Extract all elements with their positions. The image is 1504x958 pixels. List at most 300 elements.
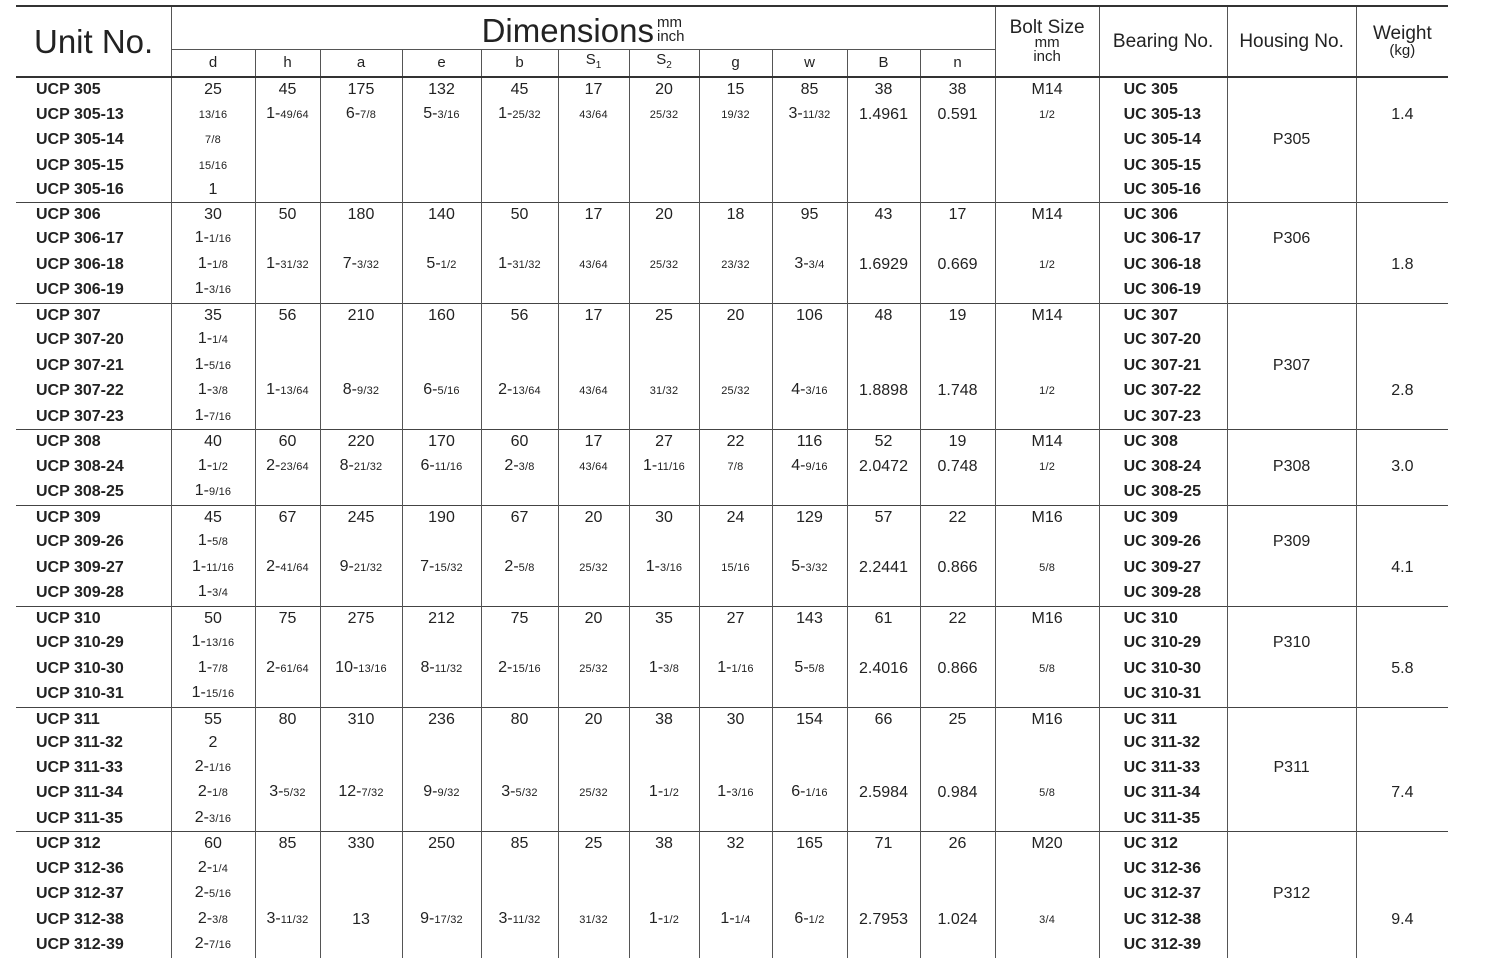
dimensions-unit-mm: mm xyxy=(656,14,682,31)
dim-s2-cell: 25/32 xyxy=(629,252,699,278)
dim-s1-cell xyxy=(558,127,629,153)
bearing-no-cell: UC 307-22 xyxy=(1099,378,1227,404)
dim-d-cell: 1-13/16 xyxy=(171,630,255,656)
dim-h-cell: 75 xyxy=(255,606,320,630)
table-row xyxy=(16,102,1448,128)
dim-w-cell xyxy=(772,226,847,252)
dim-s2-cell xyxy=(629,881,699,907)
dim-g-cell xyxy=(699,353,772,379)
weight-cell xyxy=(1356,707,1448,731)
dim-b-cell xyxy=(481,755,558,781)
dim-g-cell xyxy=(699,630,772,656)
dim-w-cell: 4-9/16 xyxy=(772,454,847,480)
subheader-w: w xyxy=(772,50,847,78)
weight-cell xyxy=(1356,430,1448,454)
bolt-size-cell: M16 xyxy=(995,707,1099,731)
subheader-h: h xyxy=(255,50,320,78)
unit-no-cell: UCP 312-36 xyxy=(36,859,124,877)
dim-d-cell: 1-15/16 xyxy=(171,681,255,707)
dim-e-cell: 170 xyxy=(402,430,481,454)
dim-a-cell xyxy=(320,932,402,958)
dim-g-cell xyxy=(699,153,772,179)
dim-b-upper-cell xyxy=(847,755,920,781)
bolt-size-cell: 5/8 xyxy=(995,780,1099,806)
dim-b-cell xyxy=(481,731,558,755)
dim-a-cell xyxy=(320,226,402,252)
dim-a-cell: 245 xyxy=(320,505,402,529)
table-row xyxy=(16,226,1448,252)
dim-s2-cell: 25 xyxy=(629,303,699,327)
dim-w-cell xyxy=(772,580,847,606)
bolt-size-title: Bolt Size xyxy=(1009,16,1085,38)
dim-h-cell xyxy=(255,856,320,882)
dim-d-cell: 2 xyxy=(171,731,255,755)
table-row xyxy=(16,606,1448,630)
housing-no-cell: P305 xyxy=(1227,127,1356,153)
dim-d-cell: 1-5/16 xyxy=(171,353,255,379)
bearing-no-cell: UC 305-15 xyxy=(1099,153,1227,179)
table-row xyxy=(16,580,1448,606)
dim-w-cell xyxy=(772,755,847,781)
dim-e-cell xyxy=(402,226,481,252)
bolt-size-cell: M16 xyxy=(995,606,1099,630)
dim-g-cell xyxy=(699,932,772,958)
unit-no-cell: UCP 305-16 xyxy=(36,181,124,198)
table-row xyxy=(16,178,1448,202)
weight-cell xyxy=(1356,881,1448,907)
bearing-no-cell: UC 305-13 xyxy=(1099,102,1227,128)
dim-h-cell: 45 xyxy=(255,77,320,102)
unit-no-cell: UCP 307-22 xyxy=(36,382,124,399)
unit-no-cell: UCP 306-17 xyxy=(36,230,124,247)
unit-no-cell: UCP 305-13 xyxy=(36,105,124,123)
weight-header xyxy=(1356,6,1448,77)
housing-no-cell xyxy=(1227,731,1356,755)
weight-cell xyxy=(1356,178,1448,202)
dim-d-cell: 60 xyxy=(171,832,255,856)
dim-b-cell xyxy=(481,806,558,832)
unit-no-cell: UCP 311-32 xyxy=(36,734,123,751)
dim-e-cell xyxy=(402,856,481,882)
dim-s2-cell xyxy=(629,932,699,958)
dim-n-cell xyxy=(920,806,995,832)
unit-no-cell: UCP 312-38 xyxy=(36,910,124,928)
table-row xyxy=(16,881,1448,907)
dim-g-cell: 24 xyxy=(699,505,772,529)
dim-e-cell: 190 xyxy=(402,505,481,529)
dim-b-cell xyxy=(481,932,558,958)
dim-g-cell: 25/32 xyxy=(699,378,772,404)
table-row xyxy=(16,707,1448,731)
dim-e-cell: 6-11/16 xyxy=(402,454,481,480)
bolt-size-cell: M14 xyxy=(995,77,1099,102)
weight-cell: 9.4 xyxy=(1356,907,1448,933)
dim-s1-cell: 43/64 xyxy=(558,378,629,404)
dim-b-cell xyxy=(481,404,558,430)
dim-n-cell: 1.748 xyxy=(920,378,995,404)
bearing-no-cell: UC 311-32 xyxy=(1099,731,1227,755)
dim-g-cell xyxy=(699,580,772,606)
dim-n-cell: 38 xyxy=(920,77,995,102)
dim-n-cell xyxy=(920,932,995,958)
weight-cell xyxy=(1356,226,1448,252)
dim-b-cell xyxy=(481,881,558,907)
bearing-no-header: Bearing No. xyxy=(1099,6,1227,77)
dim-s1-cell xyxy=(558,327,629,353)
dim-s1-cell xyxy=(558,404,629,430)
dim-h-cell xyxy=(255,127,320,153)
dim-b-cell: 2-5/8 xyxy=(481,555,558,581)
bolt-size-cell xyxy=(995,731,1099,755)
subheader-n: n xyxy=(920,50,995,78)
table-row xyxy=(16,656,1448,682)
unit-no-cell: UCP 312-37 xyxy=(36,885,124,902)
dim-s2-cell xyxy=(629,479,699,505)
dim-b-cell xyxy=(481,630,558,656)
dim-b-upper-cell xyxy=(847,630,920,656)
dim-n-cell xyxy=(920,178,995,202)
dim-n-cell xyxy=(920,630,995,656)
dim-b-cell: 85 xyxy=(481,832,558,856)
dim-e-cell xyxy=(402,580,481,606)
weight-cell xyxy=(1356,404,1448,430)
dim-g-cell xyxy=(699,755,772,781)
dim-s2-cell xyxy=(629,755,699,781)
bearing-no-cell: UC 311 xyxy=(1099,707,1227,731)
dim-g-cell: 1-1/16 xyxy=(699,656,772,682)
housing-no-cell xyxy=(1227,77,1356,102)
dim-w-cell xyxy=(772,932,847,958)
dim-e-cell xyxy=(402,404,481,430)
dim-s2-cell xyxy=(629,806,699,832)
bearing-no-cell: UC 306-17 xyxy=(1099,226,1227,252)
dim-w-cell: 165 xyxy=(772,832,847,856)
dim-b-upper-cell: 57 xyxy=(847,505,920,529)
dim-h-cell: 1-13/64 xyxy=(255,378,320,404)
dim-d-cell: 1 xyxy=(171,178,255,202)
dim-d-cell: 30 xyxy=(171,202,255,226)
dim-g-cell xyxy=(699,404,772,430)
weight-cell xyxy=(1356,153,1448,179)
table-row xyxy=(16,277,1448,303)
bearing-no-cell: UC 309-28 xyxy=(1099,580,1227,606)
dim-g-cell: 30 xyxy=(699,707,772,731)
dim-h-cell xyxy=(255,630,320,656)
dim-s2-cell xyxy=(629,327,699,353)
bolt-size-cell xyxy=(995,127,1099,153)
dim-n-cell xyxy=(920,153,995,179)
bearing-no-cell: UC 312-36 xyxy=(1099,856,1227,882)
bearing-no-cell: UC 305-16 xyxy=(1099,178,1227,202)
dim-h-cell xyxy=(255,881,320,907)
dim-b-upper-cell: 1.6929 xyxy=(847,252,920,278)
dim-s2-cell: 38 xyxy=(629,832,699,856)
dim-n-cell: 0.591 xyxy=(920,102,995,128)
dim-s2-cell xyxy=(629,127,699,153)
housing-no-cell xyxy=(1227,102,1356,128)
dim-g-cell: 22 xyxy=(699,430,772,454)
bolt-size-cell xyxy=(995,932,1099,958)
dim-s2-cell: 20 xyxy=(629,202,699,226)
dim-s2-cell: 20 xyxy=(629,77,699,102)
dim-s1-cell xyxy=(558,681,629,707)
dim-d-cell: 1-3/16 xyxy=(171,277,255,303)
dim-h-cell: 60 xyxy=(255,430,320,454)
unit-no-cell: UCP 311-35 xyxy=(36,809,123,827)
dim-b-cell: 60 xyxy=(481,430,558,454)
dim-w-cell xyxy=(772,353,847,379)
dim-e-cell xyxy=(402,881,481,907)
table-row xyxy=(16,404,1448,430)
dim-e-cell xyxy=(402,353,481,379)
dim-a-cell: 8-21/32 xyxy=(320,454,402,480)
bolt-size-cell xyxy=(995,404,1099,430)
dim-h-cell: 1-49/64 xyxy=(255,102,320,128)
bolt-size-cell: 5/8 xyxy=(995,555,1099,581)
dim-b-upper-cell xyxy=(847,153,920,179)
bolt-size-cell xyxy=(995,580,1099,606)
dim-a-cell xyxy=(320,153,402,179)
weight-cell xyxy=(1356,932,1448,958)
dim-h-cell: 3-5/32 xyxy=(255,780,320,806)
weight-cell xyxy=(1356,505,1448,529)
weight-cell xyxy=(1356,327,1448,353)
subheader-b-upper: B xyxy=(847,50,920,78)
dim-s2-cell: 25/32 xyxy=(629,102,699,128)
unit-no-cell: UCP 307 xyxy=(16,303,171,327)
bearing-no-cell: UC 307 xyxy=(1099,303,1227,327)
dim-b-upper-cell: 1.8898 xyxy=(847,378,920,404)
weight-title: Weight xyxy=(1372,22,1432,44)
weight-cell xyxy=(1356,303,1448,327)
dim-e-cell: 9-9/32 xyxy=(402,780,481,806)
dim-w-cell: 6-1/16 xyxy=(772,780,847,806)
dim-b-upper-cell xyxy=(847,932,920,958)
housing-no-cell xyxy=(1227,327,1356,353)
dim-s2-cell xyxy=(629,226,699,252)
dim-w-cell: 6-1/2 xyxy=(772,907,847,933)
unit-no-cell: UCP 306-18 xyxy=(36,255,124,273)
weight-cell xyxy=(1356,580,1448,606)
bolt-size-cell xyxy=(995,529,1099,555)
dim-e-cell xyxy=(402,681,481,707)
dim-a-cell: 7-3/32 xyxy=(320,252,402,278)
dim-b-cell xyxy=(481,580,558,606)
dim-a-cell xyxy=(320,755,402,781)
dim-d-cell: 13/16 xyxy=(171,102,255,128)
dim-d-cell: 1-9/16 xyxy=(171,479,255,505)
bolt-size-cell xyxy=(995,856,1099,882)
unit-no-cell: UCP 309-28 xyxy=(36,584,124,601)
dim-n-cell xyxy=(920,529,995,555)
dim-d-cell: 1-1/4 xyxy=(171,327,255,353)
unit-no-cell: UCP 310 xyxy=(16,606,171,630)
dim-h-cell xyxy=(255,932,320,958)
dim-s1-cell xyxy=(558,932,629,958)
dim-h-cell xyxy=(255,277,320,303)
weight-cell: 5.8 xyxy=(1356,656,1448,682)
weight-cell xyxy=(1356,77,1448,102)
dim-s2-cell: 35 xyxy=(629,606,699,630)
dim-h-cell: 56 xyxy=(255,303,320,327)
dim-a-cell: 220 xyxy=(320,430,402,454)
table-row xyxy=(16,430,1448,454)
dim-n-cell xyxy=(920,353,995,379)
housing-no-cell xyxy=(1227,832,1356,856)
dim-a-cell xyxy=(320,731,402,755)
dim-b-cell: 67 xyxy=(481,505,558,529)
housing-no-cell: P310 xyxy=(1227,630,1356,656)
weight-cell: 7.4 xyxy=(1356,780,1448,806)
dim-g-cell: 7/8 xyxy=(699,454,772,480)
dim-w-cell xyxy=(772,327,847,353)
dim-b-upper-cell: 2.5984 xyxy=(847,780,920,806)
dim-d-cell: 50 xyxy=(171,606,255,630)
dim-h-cell: 3-11/32 xyxy=(255,907,320,933)
dim-a-cell xyxy=(320,806,402,832)
dim-s1-cell: 25 xyxy=(558,832,629,856)
dim-h-cell xyxy=(255,226,320,252)
housing-no-cell xyxy=(1227,505,1356,529)
dim-s1-cell: 25/32 xyxy=(558,656,629,682)
unit-no-cell: UCP 310-31 xyxy=(36,685,124,702)
bearing-no-cell: UC 312 xyxy=(1099,832,1227,856)
dim-b-upper-cell: 66 xyxy=(847,707,920,731)
subheader-a: a xyxy=(320,50,402,78)
housing-no-cell xyxy=(1227,932,1356,958)
table-row xyxy=(16,127,1448,153)
dim-w-cell xyxy=(772,479,847,505)
dim-d-cell: 2-1/16 xyxy=(171,755,255,781)
dim-w-cell xyxy=(772,681,847,707)
dim-s1-cell: 31/32 xyxy=(558,907,629,933)
table-row xyxy=(16,479,1448,505)
bearing-spec-sheet xyxy=(16,5,1448,953)
bolt-size-cell xyxy=(995,178,1099,202)
dim-h-cell xyxy=(255,681,320,707)
unit-no-header: Unit No. xyxy=(16,6,171,77)
dim-s1-cell xyxy=(558,630,629,656)
dim-b-upper-cell xyxy=(847,580,920,606)
dim-w-cell: 5-3/32 xyxy=(772,555,847,581)
bolt-size-header xyxy=(995,6,1099,77)
bolt-size-cell xyxy=(995,277,1099,303)
dim-b-cell: 1-25/32 xyxy=(481,102,558,128)
dim-a-cell: 8-9/32 xyxy=(320,378,402,404)
dim-b-cell xyxy=(481,127,558,153)
table-row xyxy=(16,529,1448,555)
dim-s1-cell xyxy=(558,529,629,555)
dim-e-cell xyxy=(402,327,481,353)
dim-e-cell xyxy=(402,479,481,505)
bolt-size-cell xyxy=(995,630,1099,656)
dim-w-cell: 129 xyxy=(772,505,847,529)
table-row xyxy=(16,780,1448,806)
dim-b-cell xyxy=(481,277,558,303)
dim-b-cell xyxy=(481,479,558,505)
table-row xyxy=(16,755,1448,781)
dim-s2-cell: 30 xyxy=(629,505,699,529)
dim-a-cell xyxy=(320,681,402,707)
dim-n-cell: 22 xyxy=(920,505,995,529)
weight-cell xyxy=(1356,202,1448,226)
weight-cell: 1.8 xyxy=(1356,252,1448,278)
dim-b-cell xyxy=(481,529,558,555)
dim-n-cell xyxy=(920,226,995,252)
dim-g-cell xyxy=(699,529,772,555)
dim-b-upper-cell: 52 xyxy=(847,430,920,454)
housing-no-cell xyxy=(1227,153,1356,179)
housing-no-cell: P307 xyxy=(1227,353,1356,379)
table-body xyxy=(16,77,1448,958)
dim-d-cell: 1-11/16 xyxy=(171,555,255,581)
dim-s1-cell xyxy=(558,178,629,202)
dim-b-cell xyxy=(481,178,558,202)
dim-d-cell: 2-1/4 xyxy=(171,856,255,882)
weight-cell xyxy=(1356,755,1448,781)
dim-b-cell: 2-15/16 xyxy=(481,656,558,682)
unit-no-cell: UCP 311 xyxy=(16,707,171,731)
dim-b-cell: 1-31/32 xyxy=(481,252,558,278)
dim-h-cell xyxy=(255,755,320,781)
dim-n-cell xyxy=(920,881,995,907)
bearing-no-cell: UC 310-29 xyxy=(1099,630,1227,656)
dim-w-cell xyxy=(772,856,847,882)
unit-no-cell: UCP 311-34 xyxy=(36,784,123,801)
subheader-g: g xyxy=(699,50,772,78)
bearing-no-cell: UC 312-38 xyxy=(1099,907,1227,933)
dim-h-cell: 50 xyxy=(255,202,320,226)
dim-g-cell: 1-1/4 xyxy=(699,907,772,933)
dim-s2-cell: 27 xyxy=(629,430,699,454)
dim-s1-cell xyxy=(558,153,629,179)
dim-d-cell: 7/8 xyxy=(171,127,255,153)
bearing-no-cell: UC 309-26 xyxy=(1099,529,1227,555)
weight-cell: 4.1 xyxy=(1356,555,1448,581)
subheader-d: d xyxy=(171,50,255,78)
housing-no-cell xyxy=(1227,277,1356,303)
bolt-size-cell xyxy=(995,806,1099,832)
subheader-s1: $S_1$ xyxy=(558,50,629,78)
bolt-size-cell: M16 xyxy=(995,505,1099,529)
dim-g-cell xyxy=(699,806,772,832)
dim-g-cell xyxy=(699,681,772,707)
dim-w-cell: 106 xyxy=(772,303,847,327)
table-row xyxy=(16,806,1448,832)
table-row xyxy=(16,932,1448,958)
housing-no-cell xyxy=(1227,707,1356,731)
bearing-no-cell: UC 312-37 xyxy=(1099,881,1227,907)
dim-b-upper-cell: 1.4961 xyxy=(847,102,920,128)
dim-b-upper-cell xyxy=(847,277,920,303)
dim-n-cell xyxy=(920,755,995,781)
dim-b-upper-cell xyxy=(847,529,920,555)
dim-e-cell xyxy=(402,932,481,958)
table-row xyxy=(16,907,1448,933)
dim-b-cell xyxy=(481,681,558,707)
dim-e-cell: 9-17/32 xyxy=(402,907,481,933)
weight-cell xyxy=(1356,127,1448,153)
dim-d-cell: 45 xyxy=(171,505,255,529)
dim-s1-cell xyxy=(558,881,629,907)
dim-h-cell xyxy=(255,479,320,505)
dim-n-cell: 17 xyxy=(920,202,995,226)
bolt-size-cell: M14 xyxy=(995,303,1099,327)
dim-n-cell: 22 xyxy=(920,606,995,630)
bolt-size-cell: 1/2 xyxy=(995,454,1099,480)
dim-e-cell xyxy=(402,755,481,781)
dim-s2-cell: 1-3/8 xyxy=(629,656,699,682)
